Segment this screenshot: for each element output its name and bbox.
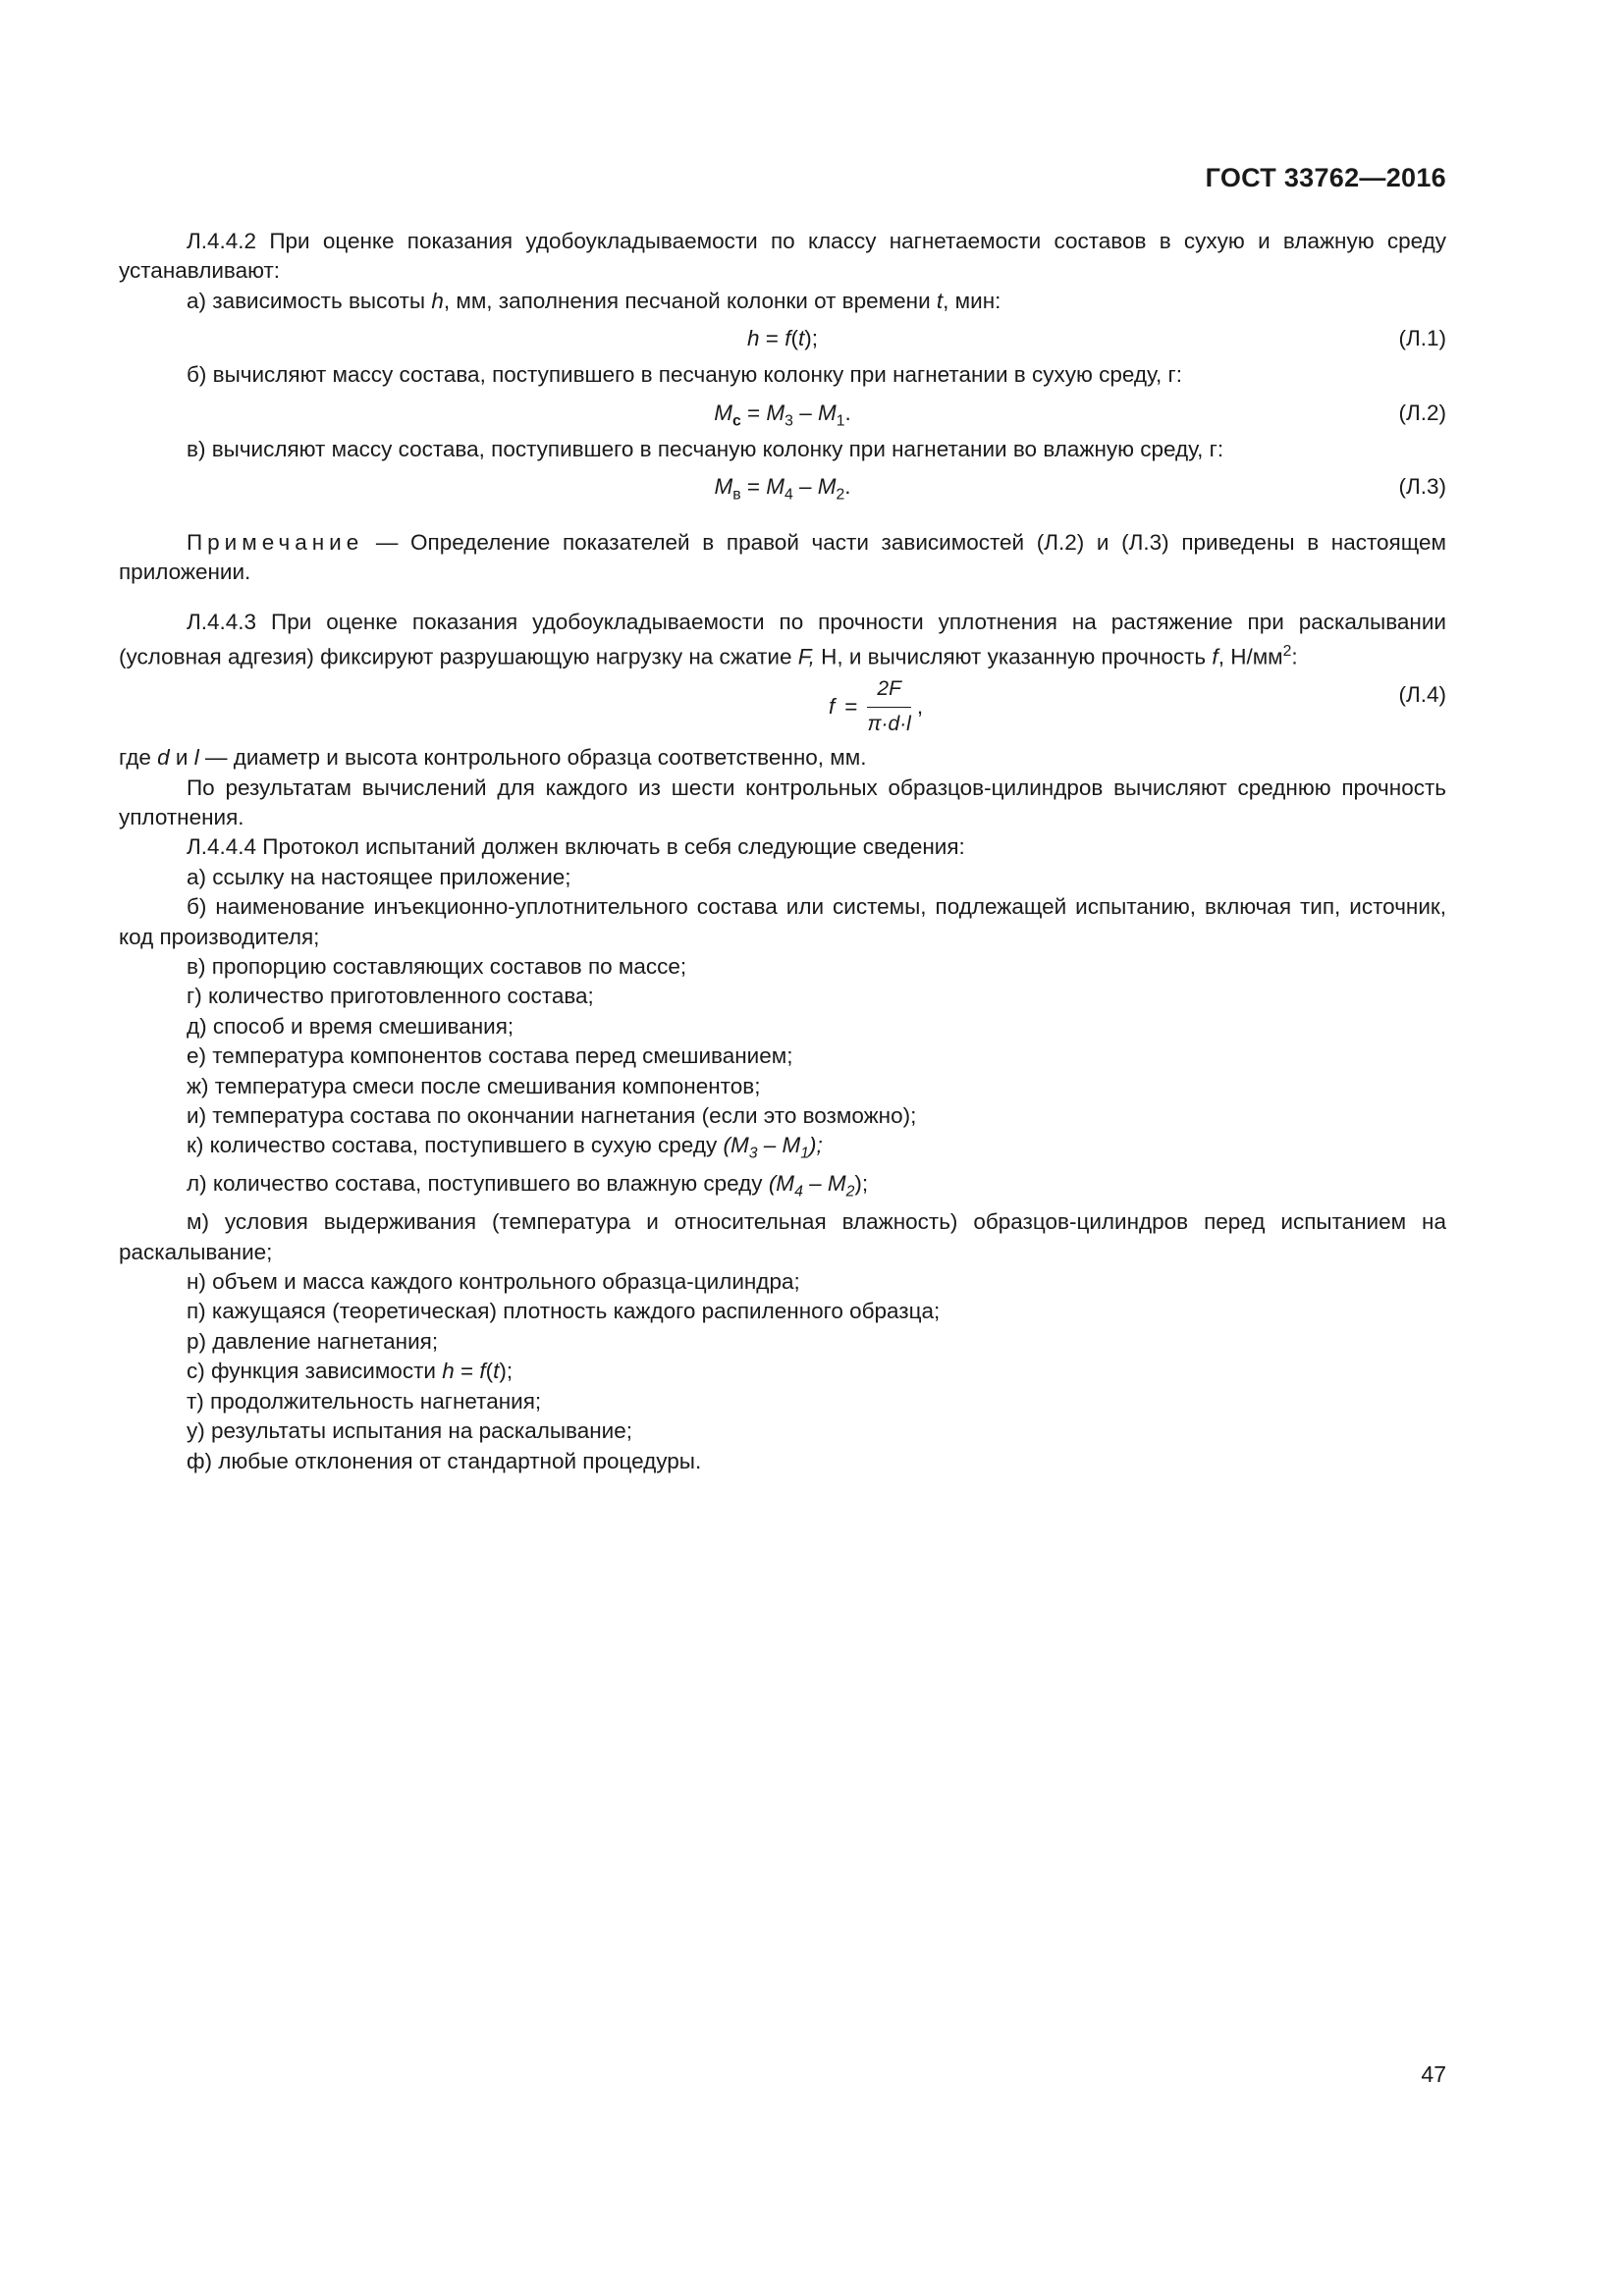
list-item: р) давление нагнетания;	[187, 1328, 439, 1354]
formula-l1	[119, 316, 1446, 360]
formula-l2	[119, 391, 1446, 435]
list-item-b-dry-mass: б) вычисляют массу состава, поступившего в песчаную колонку при нагнетании в сухую среду, г:	[187, 362, 1182, 388]
document-body	[119, 227, 1446, 1476]
formula-l4-fraction	[867, 674, 911, 739]
note-label: Примечание	[187, 530, 364, 556]
list-item-a-height: а) зависимость высоты h, мм, заполнения песчаной колонки от времени t, мин:	[187, 288, 1001, 313]
formula-l4-numerator: 2F	[867, 674, 911, 707]
formula-l2-expression: $M_c = M_3 - M_1$.	[714, 400, 851, 430]
list-item: с) функция зависимости h = f(t);	[187, 1359, 514, 1384]
formula-l4-denominator: π·d·l	[867, 712, 911, 735]
list-item: г) количество приготовленного состава;	[187, 984, 594, 1009]
paragraph-l444: Л.4.4.4 Протокол испытаний должен включать в себя следующие сведения:	[187, 834, 965, 860]
list-item: к) количество состава, поступившего в сухую среду $(M_3 - M_1)$;	[187, 1133, 823, 1162]
list-item: ф) любые отклонения от стандартной процедуры.	[187, 1448, 702, 1473]
list-item: д) способ и время смешивания;	[187, 1013, 514, 1039]
document-code: ГОСТ 33762—2016	[1205, 163, 1446, 192]
paragraph-l442: Л.4.4.2 При оценке показания удобоукладываемости по классу нагнетаемости составов в сухую и влажную среду устанавливают:	[119, 229, 1446, 284]
list-item: м) условия выдерживания (температура и относительная влажность) образцов-цилиндров перед испытанием на раскалывание;	[119, 1209, 1446, 1264]
formula-l3-expression: $M_в = M_4 - M_2$.	[714, 474, 851, 504]
list-item-v-wet-mass: в) вычисляют массу состава, поступившего в песчаную колонку при нагнетании во влажную среду, г:	[187, 436, 1224, 461]
formula-l3-number: (Л.3)	[1398, 474, 1446, 500]
note: Примечание — Определение показателей в правой части зависимостей (Л.2) и (Л.3) приведены в настоящем приложении.	[119, 530, 1446, 585]
list-item: ж) температура смеси после смешивания компонентов;	[187, 1073, 761, 1098]
formula-l4-expression: f = $\frac{2F}{\pi\cdot d\cdot l}$ ,	[829, 674, 923, 739]
formula-l1-number: (Л.1)	[1398, 326, 1446, 351]
formula-l4	[119, 672, 1446, 743]
list-item: п) кажущаяся (теоретическая) плотность каждого распиленного образца;	[187, 1299, 941, 1324]
paragraph-l443: Л.4.4.3 При оценке показания удобоукладываемости по прочности уплотнения на растяжение при раскалывании (условная адгезия) фиксируют разрушающую нагрузку на сжатие F, Н, и вычисляют указанную прочность f, $Н/мм^2$:	[119, 609, 1446, 669]
list-item: в) пропорцию составляющих составов по массе;	[187, 954, 687, 979]
formula-l4-number: (Л.4)	[1398, 682, 1446, 708]
list-item: и) температура состава по окончании нагнетания (если это возможно);	[187, 1103, 917, 1129]
formula-l2-number: (Л.2)	[1398, 400, 1446, 425]
list-item: н) объем и масса каждого контрольного образца-цилиндра;	[187, 1269, 800, 1295]
list-item: б) наименование инъекционно-уплотнительного состава или системы, подлежащей испытанию, включая тип, источник, код производителя;	[119, 894, 1446, 949]
where-clause: где d и l — диаметр и высота контрольного образца соответственно, мм.	[119, 745, 867, 771]
list-item: л) количество состава, поступившего во влажную среду $(M_4 - M_2)$;	[187, 1171, 869, 1201]
list-item: у) результаты испытания на раскалывание;	[187, 1418, 632, 1444]
list-item: е) температура компонентов состава перед смешиванием;	[187, 1043, 793, 1069]
page-number: 47	[1421, 2061, 1446, 2087]
list-item: т) продолжительность нагнетания;	[187, 1388, 542, 1414]
list-item: а) ссылку на настоящее приложение;	[187, 864, 571, 889]
formula-l3	[119, 464, 1446, 508]
formula-l1-expression: h = f(t);	[747, 326, 818, 351]
paragraph-results: По результатам вычислений для каждого из шести контрольных образцов-цилиндров вычисляют среднюю прочность уплотнения.	[119, 774, 1446, 829]
